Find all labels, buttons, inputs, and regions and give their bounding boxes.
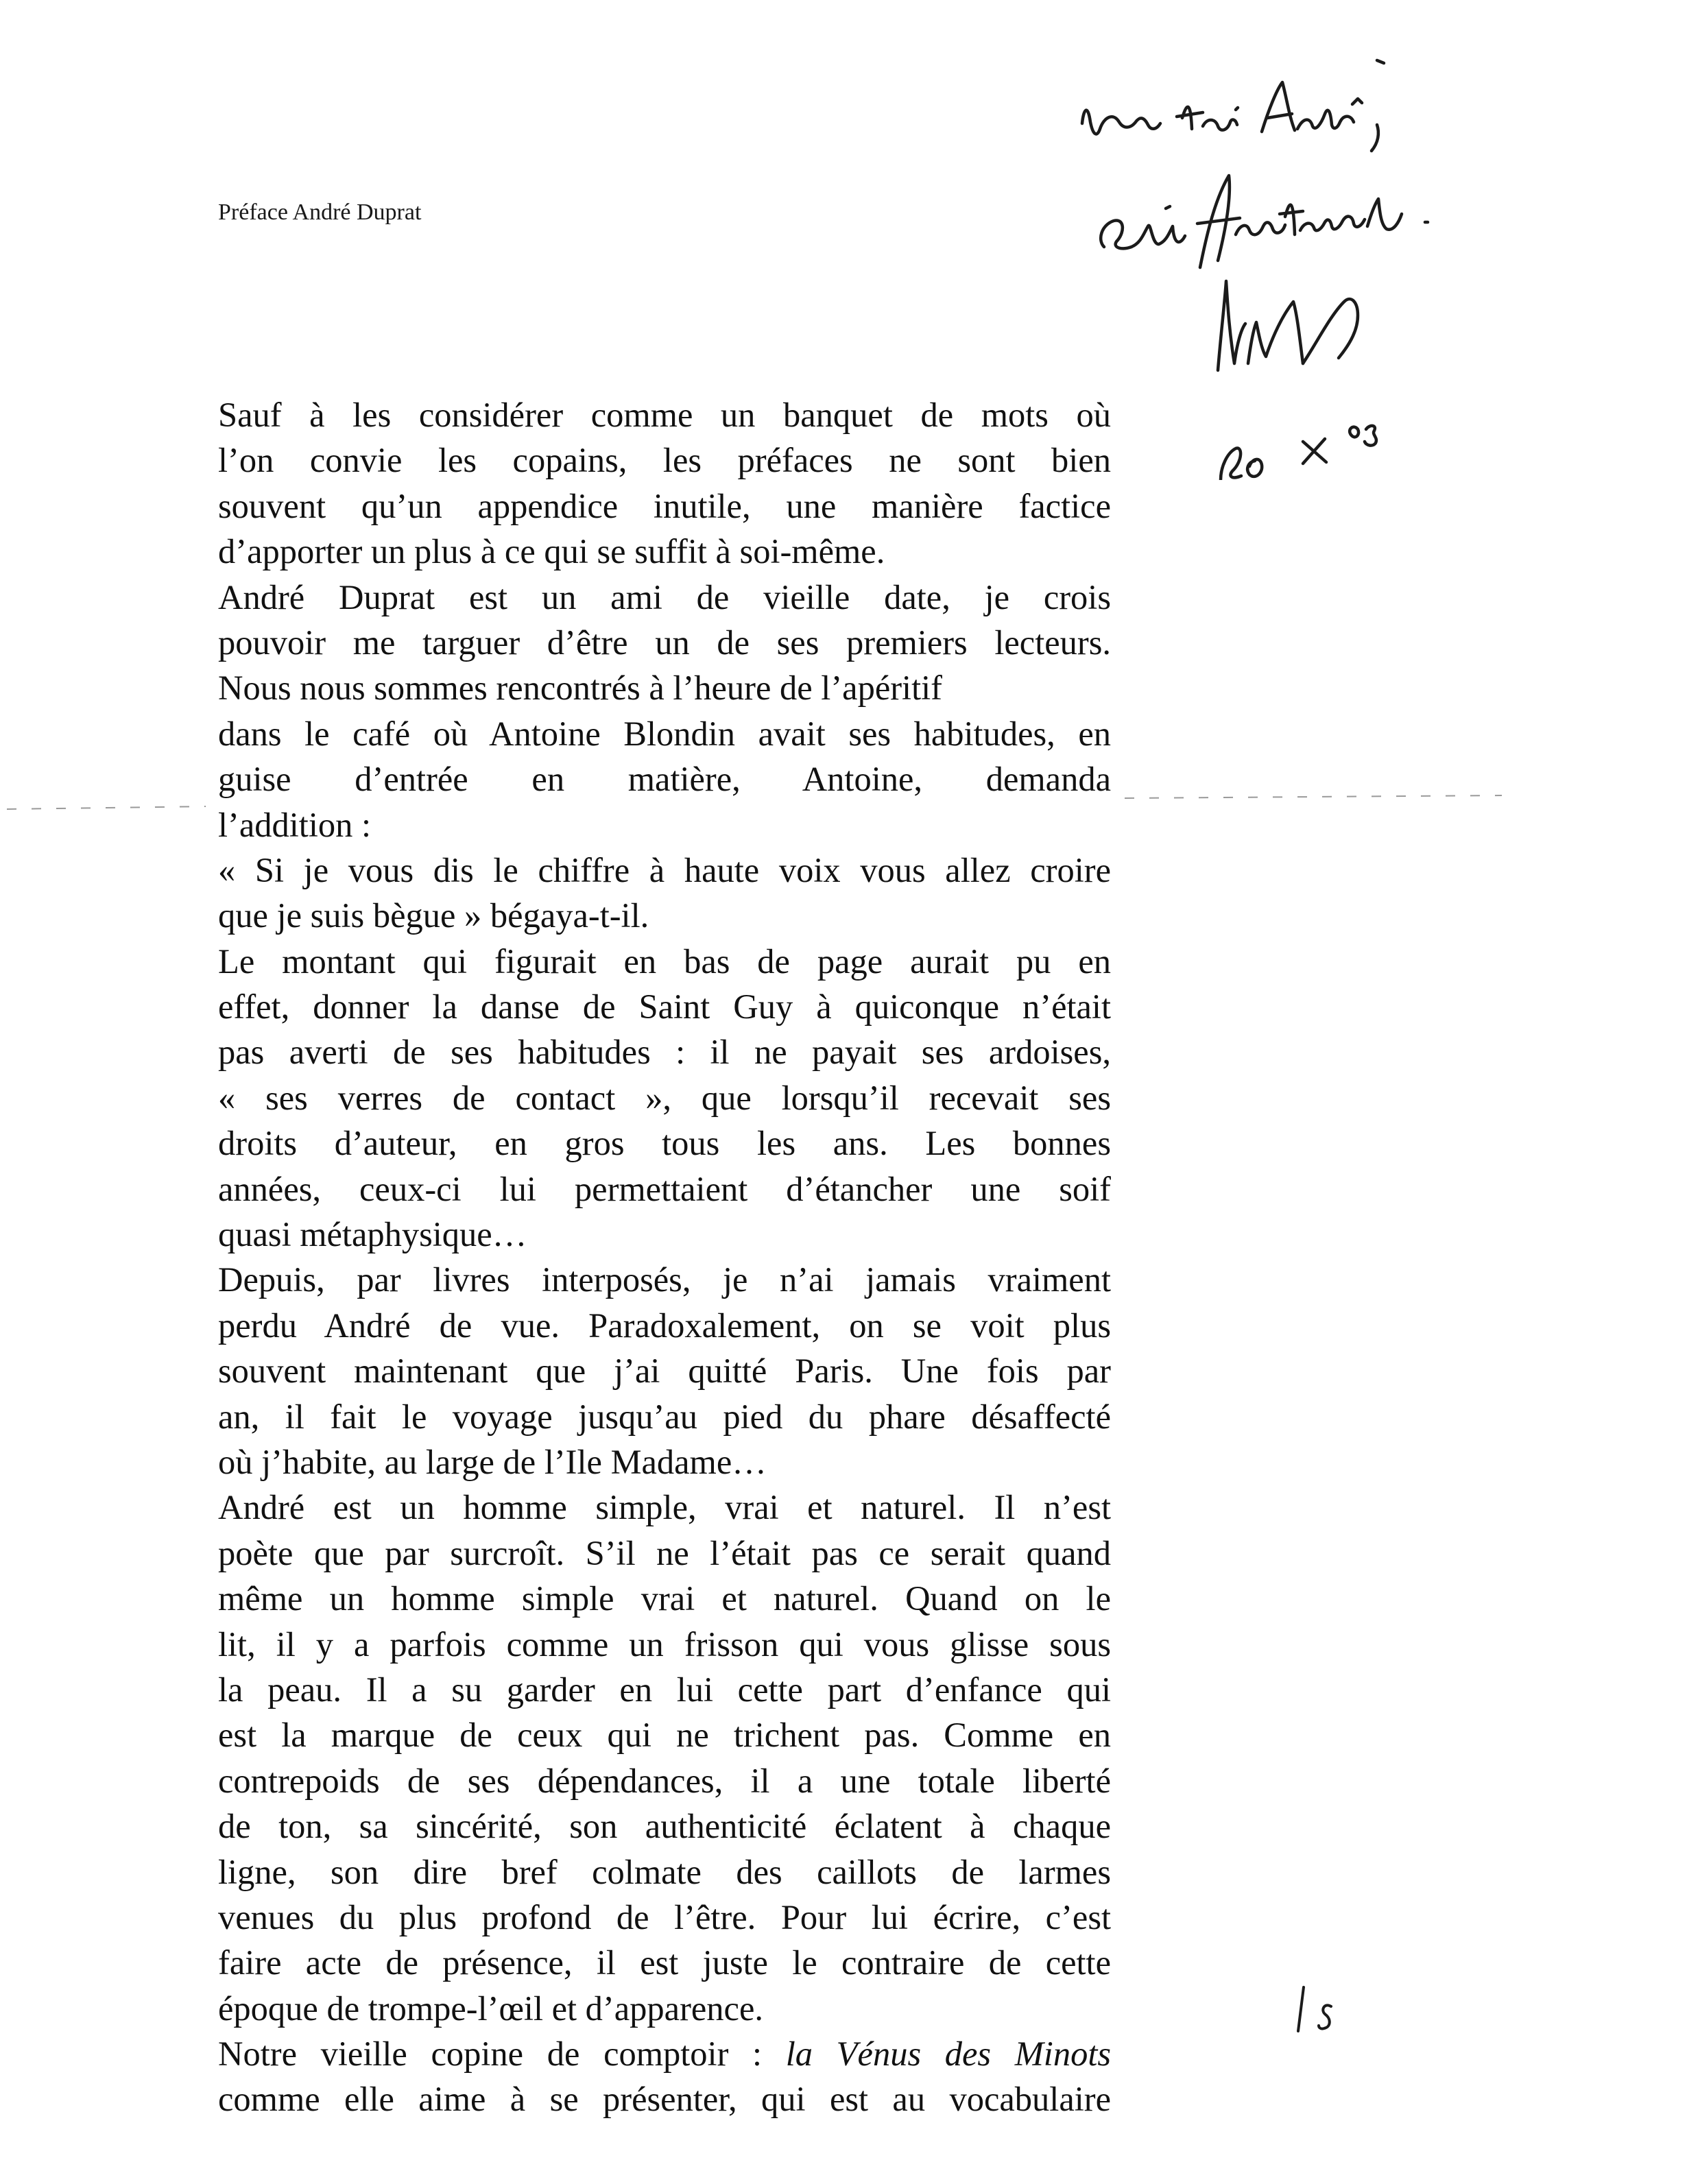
body-line	[218, 483, 1111, 529]
handwritten-page-number	[1286, 1982, 1348, 2037]
body-line-text: Le montant qui figurait en bas de page aurait pu en	[218, 941, 1111, 981]
body-line	[218, 1075, 1111, 1120]
body-line-text: souvent maintenant que j’ai quitté Paris. Une fois par	[218, 1352, 1111, 1391]
body-line	[218, 939, 1111, 984]
body-line-text: Depuis, par livres interposés, je n’ai jamais vraiment	[218, 1260, 1111, 1299]
body-line-text: « Si je vous dis le chiffre à haute voix vous allez croire	[218, 850, 1111, 889]
body-line-text: contrepoids de ses dépendances, il a une totale liberté	[218, 1761, 1111, 1800]
body-line-text: quasi métaphysique…	[218, 1215, 527, 1254]
body-line	[218, 1940, 1111, 1985]
body-line-text: droits d’auteur, en gros tous les ans. Les bonnes	[218, 1124, 1111, 1163]
body-line	[218, 1029, 1111, 1075]
body-line-text: « ses verres de contact », que lorsqu’il recevait ses	[218, 1078, 1111, 1117]
body-line	[218, 1758, 1111, 1803]
body-line	[218, 1348, 1111, 1393]
body-line-text: l’addition :	[218, 805, 372, 844]
body-line	[218, 1212, 1111, 1257]
body-line	[218, 1622, 1111, 1667]
document-title: Préface André Duprat	[218, 200, 422, 225]
body-line	[218, 392, 1111, 437]
body-line-text: Nous nous sommes rencontrés à l’heure de l’apéritif	[218, 669, 942, 708]
body-line	[218, 1576, 1111, 1621]
body-line	[218, 1485, 1111, 1530]
body-line	[218, 1667, 1111, 1712]
body-line	[218, 1712, 1111, 1757]
body-line-text: la peau. Il a su garder en lui cette part d’enfance qui	[218, 1670, 1111, 1709]
body-line-text: an, il fait le voyage jusqu’au pied du phare désaffecté	[218, 1397, 1111, 1436]
body-line-text: André Duprat est un ami de vieille date, je crois	[218, 577, 1111, 616]
body-line	[218, 1439, 1111, 1485]
body-line	[218, 756, 1111, 802]
body-line	[218, 1849, 1111, 1895]
body-line-text: pouvoir me targuer d’être un de ses premiers lecteurs.	[218, 623, 1111, 662]
body-line	[218, 1257, 1111, 1302]
body-line-text: comme elle aime à se présenter, qui est au vocabulaire	[218, 2080, 1111, 2119]
body-line-text: guise d’entrée en matière, Antoine, demanda	[218, 760, 1111, 799]
body-line-text: que je suis bègue » bégaya-t-il.	[218, 896, 649, 935]
body-line-text: lit, il y a parfois comme un frisson qui vous glisse sous	[218, 1624, 1111, 1664]
body-line	[218, 1803, 1111, 1849]
body-line-text: où j’habite, au large de l’Ile Madame…	[218, 1442, 767, 1481]
body-line	[218, 1394, 1111, 1439]
book-title-italic: la Vénus des Minots	[785, 2035, 1111, 2074]
body-line-text: Sauf à les considérer comme un banquet de mots où	[218, 396, 1111, 434]
body-line-text: d’apporter un plus à ce qui se suffit à soi-même.	[218, 532, 885, 571]
body-line-text: années, ceux-ci lui permettaient d’étancher une soif	[218, 1169, 1111, 1208]
body-line-text: faire acte de présence, il est juste le contraire de cette	[218, 1943, 1111, 1982]
body-line-text: dans le café où Antoine Blondin avait ses habitudes, en	[218, 714, 1111, 753]
handwritten-dedication	[1056, 41, 1468, 480]
body-line-text: l’on convie les copains, les préfaces ne sont bien	[218, 441, 1111, 480]
body-line-text: Notre vieille copine de comptoir :	[218, 2035, 786, 2074]
body-line-text: venues du plus profond de l’être. Pour lui écrire, c’est	[218, 1897, 1111, 1936]
body-line-text: souvent qu’un appendice inutile, une manière factice	[218, 486, 1111, 525]
body-line	[218, 665, 1111, 710]
body-line	[218, 711, 1111, 756]
body-line-text: poète que par surcroît. S’il ne l’était pas ce serait quand	[218, 1533, 1111, 1572]
body-line	[218, 1120, 1111, 1166]
preface-body-text	[218, 392, 1111, 2122]
body-line	[218, 984, 1111, 1029]
body-line	[218, 2031, 1111, 2076]
body-line	[218, 1166, 1111, 1212]
body-line	[218, 575, 1111, 620]
body-line-text: perdu André de vue. Paradoxalement, on se voit plus	[218, 1306, 1111, 1345]
body-line-text: pas averti de ses habitudes : il ne payait ses ardoises,	[218, 1033, 1111, 1072]
body-line-text: est la marque de ceux qui ne trichent pas. Comme en	[218, 1716, 1111, 1755]
body-line	[218, 848, 1111, 893]
body-line	[218, 2076, 1111, 2122]
body-line-text: de ton, sa sincérité, son authenticité éclatent à chaque	[218, 1807, 1111, 1846]
body-line-text: époque de trompe-l’œil et d’apparence.	[218, 1989, 764, 2028]
body-line	[218, 1986, 1111, 2031]
body-line-text: ligne, son dire bref colmate des caillots de larmes	[218, 1852, 1111, 1891]
body-line-text: effet, donner la danse de Saint Guy à quiconque n’était	[218, 987, 1111, 1027]
body-line-text: même un homme simple vrai et naturel. Quand on le	[218, 1579, 1111, 1618]
body-line	[218, 1303, 1111, 1348]
body-line	[218, 529, 1111, 574]
body-line-text: André est un homme simple, vrai et naturel. Il n’est	[218, 1488, 1111, 1527]
body-line	[218, 893, 1111, 938]
body-line	[218, 620, 1111, 665]
body-line	[218, 437, 1111, 483]
body-line	[218, 1531, 1111, 1576]
body-line	[218, 802, 1111, 848]
body-line	[218, 1895, 1111, 1940]
